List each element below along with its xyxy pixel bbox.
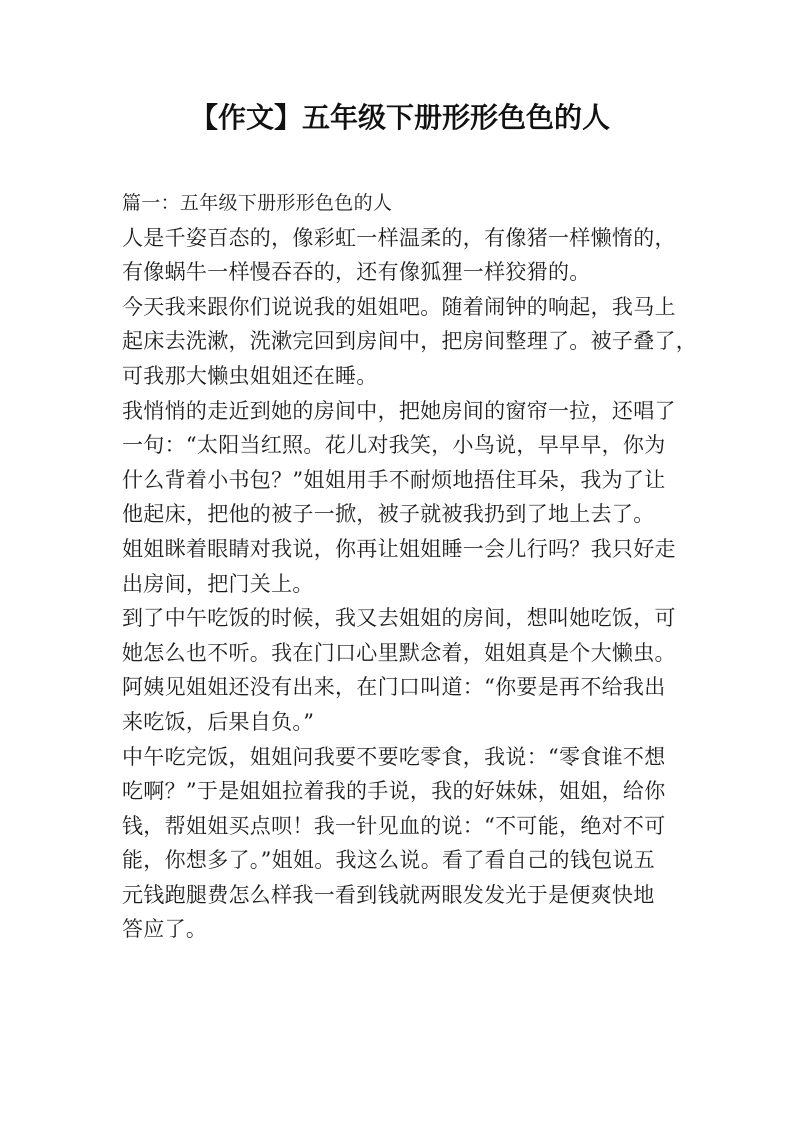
text-line: 什么背着小书包？”姐姐用手不耐烦地捂住耳朵，我为了让 [122,467,666,492]
text-line: 阿姨见姐姐还没有出来，在门口叫道：“你要是再不给我出 [122,675,666,700]
document-title: 【作文】五年级下册形形色色的人 [189,101,610,134]
text-line: 中午吃完饭，姐姐问我要不要吃零食，我说：“零食谁不想 [122,744,666,769]
text-line: 我悄悄的走近到她的房间中，把她房间的窗帘一拉，还唱了 [122,398,676,423]
text-line: 有像蜗牛一样慢吞吞的，还有像狐狸一样狡猾的。 [122,260,591,285]
text-line: 能，你想多了。”姐姐。我这么说。看了看自己的钱包说五 [122,848,656,873]
text-line: 人是千姿百态的，像彩虹一样温柔的，有像猪一样懒惰的， [122,225,676,250]
document-body [122,186,698,947]
text-line: 起床去洗漱，洗漱完回到房间中，把房间整理了。被子叠了， [122,329,698,354]
text-line: 可我那大懒虫姐姐还在睡。 [122,363,378,388]
text-line: 姐姐眯着眼睛对我说，你再让姐姐睡一会儿行吗？我只好走 [122,536,676,561]
text-line: 到了中午吃饭的时候，我又去姐姐的房间，想叫她吃饭，可 [122,606,676,631]
text-line: 出房间，把门关上。 [122,571,314,596]
text-line: 吃啊？”于是姐姐拉着我的手说，我的好妹妹，姐姐，给你 [122,779,666,804]
text-line: 她怎么也不听。我在门口心里默念着，姐姐真是个大懒虫。 [122,640,676,665]
text-line: 钱，帮姐姐买点呗！我一针见血的说：“不可能，绝对不可 [122,813,666,838]
section-heading: 篇一：五年级下册形形色色的人 [122,192,393,214]
text-line: 答应了。 [122,917,208,942]
text-line: 他起床，把他的被子一掀，被子就被我扔到了地上去了。 [122,502,655,527]
text-line: 一句：“太阳当红照。花儿对我笑，小鸟说，早早早，你为 [122,433,666,458]
text-line: 今天我来跟你们说说我的姐姐吧。随着闹钟的响起，我马上 [122,294,676,319]
text-line: 来吃饭，后果自负。” [122,709,315,734]
text-line: 元钱跑腿费怎么样我一看到钱就两眼发发光于是便爽快地 [122,882,655,907]
